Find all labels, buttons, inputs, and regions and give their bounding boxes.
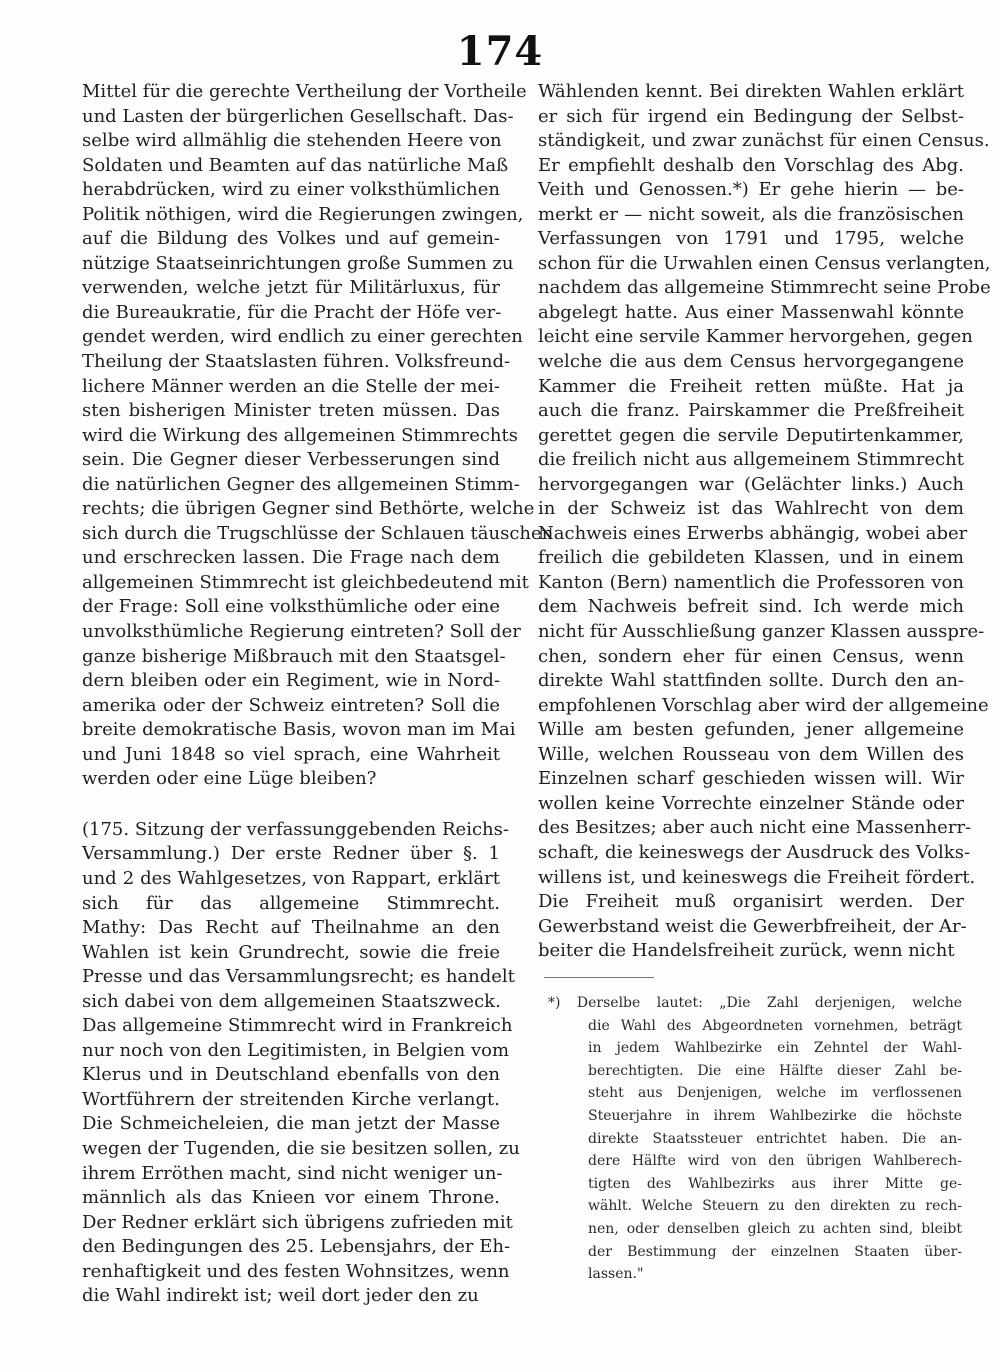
text-line: Nachweis eines Erwerbs abhängig, wobei aber bbox=[538, 522, 968, 544]
text-line: Kanton (Bern) namentlich die Professoren von bbox=[538, 571, 964, 593]
text-line: breite demokratische Basis, wovon man im Mai bbox=[82, 719, 516, 741]
text-line: des Besitzes; aber auch nicht eine Massenherr- bbox=[538, 817, 972, 839]
text-line: Veith und Genossen.*) Er gehe hierin — be- bbox=[538, 179, 964, 201]
text-line: nachdem das allgemeine Stimmrecht seine Probe bbox=[538, 277, 991, 299]
text-line: tigten des Wahlbezirks aus ihrer Mitte ge- bbox=[588, 1175, 962, 1192]
text-line: Verfassungen von 1791 und 1795, welche bbox=[538, 228, 964, 250]
text-line: verwenden, welche jetzt für Militärluxus, für bbox=[82, 277, 500, 299]
text-line: schaft, die keineswegs der Ausdruck des Volks- bbox=[538, 841, 971, 863]
text-line: und Lasten der bürgerlichen Gesellschaft. Das- bbox=[82, 105, 514, 127]
text-line: direkte Staatssteuer entrichtet haben. Die an- bbox=[588, 1130, 962, 1147]
text-line: *) Derselbe lautet: „Die Zahl derjenigen, welche bbox=[548, 995, 962, 1011]
text-line: die Wahl indirekt ist; weil dort jeder den zu bbox=[82, 1285, 479, 1307]
text-line: der Frage: Soll eine volksthümliche oder eine bbox=[82, 596, 500, 618]
text-line: Gewerbstand weist die Gewerbfreiheit, der Ar- bbox=[538, 915, 967, 937]
text-line: chen, sondern eher für einen Census, wenn bbox=[538, 645, 964, 667]
text-line: allgemeinen Stimmrecht ist gleichbedeutend mit bbox=[82, 571, 529, 593]
text-line: dern bleiben oder ein Regiment, wie in Nord- bbox=[82, 670, 500, 692]
text-line: welche die aus dem Census hervorgegangene bbox=[538, 351, 964, 373]
text-line: Die Schmeicheleien, die man jetzt der Masse bbox=[82, 1113, 500, 1135]
text-line: nen, oder denselben gleich zu achten sind, bleibt bbox=[588, 1220, 962, 1237]
text-line: sein. Die Gegner dieser Verbesserungen sind bbox=[82, 449, 500, 471]
text-line: wählt. Welche Steuern zu den direkten zu rech- bbox=[588, 1198, 962, 1215]
text-line: sich für das allgemeine Stimmrecht. bbox=[82, 892, 500, 914]
text-line: Wille am besten gefunden, jener allgemeine bbox=[538, 719, 964, 741]
footnote-rule bbox=[544, 977, 654, 978]
text-line: Das allgemeine Stimmrecht wird in Frankreich bbox=[82, 1015, 513, 1037]
text-line: sich dabei von dem allgemeinen Staatszweck. bbox=[82, 990, 501, 1012]
text-line: und Juni 1848 so viel sprach, eine Wahrheit bbox=[82, 743, 500, 765]
text-line: und 2 des Wahlgesetzes, von Rappart, erklärt bbox=[82, 867, 500, 889]
text-line: Mittel für die gerechte Vertheilung der Vortheile bbox=[82, 81, 527, 102]
text-line: auf die Bildung des Volkes und auf gemein- bbox=[82, 228, 500, 250]
text-line: unvolksthümliche Regierung eintreten? Soll der bbox=[82, 621, 521, 643]
left-column bbox=[82, 80, 554, 1309]
text-line: ihrem Erröthen macht, sind nicht weniger un- bbox=[82, 1162, 503, 1184]
text-line: hervorgegangen war (Gelächter links.) Auch bbox=[538, 473, 964, 495]
text-line: sich durch die Trugschlüsse der Schlauen täuschen bbox=[82, 522, 554, 544]
text-line: steht aus Denjenigen, welche im verflossenen bbox=[588, 1085, 962, 1102]
text-line: dere Hälfte wird von den übrigen Wahlberech- bbox=[588, 1153, 962, 1170]
text-line: Kammer die Freiheit retten müßte. Hat ja bbox=[538, 375, 964, 397]
text-line: Steuerjahre in ihrem Wahlbezirke die höchste bbox=[588, 1107, 962, 1124]
text-line: nützige Staatseinrichtungen große Summen zu bbox=[82, 252, 514, 274]
text-line: die freilich nicht aus allgemeinem Stimmrecht bbox=[538, 449, 964, 471]
text-line: amerika oder der Schweiz eintreten? Soll die bbox=[82, 694, 500, 716]
text-line: schon für die Urwahlen einen Census verlangten, bbox=[538, 252, 991, 274]
text-line: ständigkeit, und zwar zunächst für einen Census. bbox=[538, 130, 990, 152]
text-line: werden oder eine Lüge bleiben? bbox=[82, 768, 377, 790]
text-line: Wahlen ist kein Grundrecht, sowie die freie bbox=[82, 941, 500, 963]
text-line: nur noch von den Legitimisten, in Belgien vom bbox=[82, 1039, 510, 1061]
text-line: direkte Wahl stattfinden sollte. Durch den an- bbox=[538, 670, 964, 692]
text-line: Klerus und in Deutschland ebenfalls von den bbox=[82, 1064, 500, 1086]
text-line: Versammlung.) Der erste Redner über §. 1 bbox=[82, 843, 500, 865]
text-line: den Bedingungen des 25. Lebensjahrs, der Eh- bbox=[82, 1236, 511, 1258]
text-line: dem Nachweis befreit sind. Ich werde mich bbox=[538, 596, 964, 618]
text-line: die Bureaukratie, für die Pracht der Höfe ver- bbox=[82, 301, 502, 323]
text-line: wegen der Tugenden, die sie besitzen sollen, zu bbox=[82, 1137, 520, 1159]
text-line: berechtigten. Die eine Hälfte dieser Zahl be- bbox=[588, 1062, 962, 1079]
text-line: renhaftigkeit und des festen Wohnsitzes, wenn bbox=[82, 1260, 510, 1282]
text-line: Er empfiehlt deshalb den Vorschlag des Abg. bbox=[538, 154, 964, 176]
text-line: abgelegt hatte. Aus einer Massenwahl könnte bbox=[538, 301, 964, 323]
text-line: die Wahl des Abgeordneten vornehmen, beträgt bbox=[588, 1017, 962, 1034]
text-line: Soldaten und Beamten auf das natürliche Maß bbox=[82, 154, 509, 176]
text-line: (175. Sitzung der verfassunggebenden Reichs- bbox=[82, 818, 509, 840]
text-line: Presse und das Versammlungsrecht; es handelt bbox=[82, 966, 515, 988]
text-line: Politik nöthigen, wird die Regierungen zwingen, bbox=[82, 203, 524, 225]
text-line: Mathy: Das Recht auf Theilnahme an den bbox=[82, 917, 500, 939]
text-line: männlich als das Knieen vor einem Throne. bbox=[82, 1187, 500, 1209]
text-line: wollen keine Vorrechte einzelner Stände oder bbox=[538, 792, 964, 814]
text-line: beiter die Handelsfreiheit zurück, wenn nicht bbox=[538, 940, 955, 962]
text-line: Die Freiheit muß organisirt werden. Der bbox=[538, 891, 964, 913]
text-line: Wortführern der streitenden Kirche verlangt. bbox=[82, 1088, 500, 1110]
text-line: er sich für irgend ein Bedingung der Selbst- bbox=[538, 105, 964, 127]
paragraph-gap bbox=[82, 792, 500, 818]
text-line: Wille, welchen Rousseau von dem Willen des bbox=[538, 743, 964, 765]
text-line: rechts; die übrigen Gegner sind Bethörte, welche bbox=[82, 498, 535, 520]
text-line: ganze bisherige Mißbrauch mit den Staatsgel- bbox=[82, 645, 506, 667]
text-line: Der Redner erklärt sich übrigens zufrieden mit bbox=[82, 1211, 513, 1233]
text-line: lassen." bbox=[588, 1266, 644, 1283]
text-line: merkt er — nicht soweit, als die französischen bbox=[538, 203, 964, 225]
text-line: sten bisherigen Minister treten müssen. Das bbox=[82, 400, 500, 422]
text-line: und erschrecken lassen. Die Frage nach dem bbox=[82, 547, 500, 569]
text-line: der Bestimmung der einzelnen Staaten über- bbox=[588, 1243, 962, 1260]
text-line: gendet werden, wird endlich zu einer gerechten bbox=[82, 326, 523, 348]
text-line: wird die Wirkung des allgemeinen Stimmrechts bbox=[82, 424, 518, 446]
page-number: 174 bbox=[456, 28, 544, 75]
text-line: auch die franz. Pairskammer die Preßfreiheit bbox=[538, 400, 964, 422]
text-line: freilich die gebildeten Klassen, und in einem bbox=[538, 547, 964, 569]
text-line: in der Schweiz ist das Wahlrecht von dem bbox=[538, 498, 964, 520]
text-line: herabdrücken, wird zu einer volksthümlichen bbox=[82, 179, 500, 201]
text-line: nicht für Ausschließung ganzer Klassen ausspre- bbox=[538, 621, 985, 643]
text-line: Einzelnen scharf geschieden wissen will. Wir bbox=[538, 768, 964, 790]
text-line: willens ist, und keineswegs die Freiheit fördert. bbox=[538, 866, 976, 888]
text-line: selbe wird allmählig die stehenden Heere von bbox=[82, 130, 502, 152]
footnote bbox=[548, 992, 962, 1286]
text-line: lichere Männer werden an die Stelle der mei- bbox=[82, 375, 500, 397]
text-line: Theilung der Staatslasten führen. Volksfreund- bbox=[82, 351, 511, 373]
text-line: die natürlichen Gegner des allgemeinen Stimm- bbox=[82, 473, 520, 495]
text-line: empfohlenen Vorschlag aber wird der allgemeine bbox=[538, 694, 989, 716]
right-column bbox=[538, 80, 991, 964]
text-line: Wählenden kennt. Bei direkten Wahlen erklärt bbox=[538, 81, 964, 102]
text-line: leicht eine servile Kammer hervorgehen, gegen bbox=[538, 326, 973, 348]
text-line: in jedem Wahlbezirke ein Zehntel der Wahl- bbox=[588, 1040, 962, 1057]
text-line: gerettet gegen die servile Deputirtenkammer, bbox=[538, 424, 964, 446]
